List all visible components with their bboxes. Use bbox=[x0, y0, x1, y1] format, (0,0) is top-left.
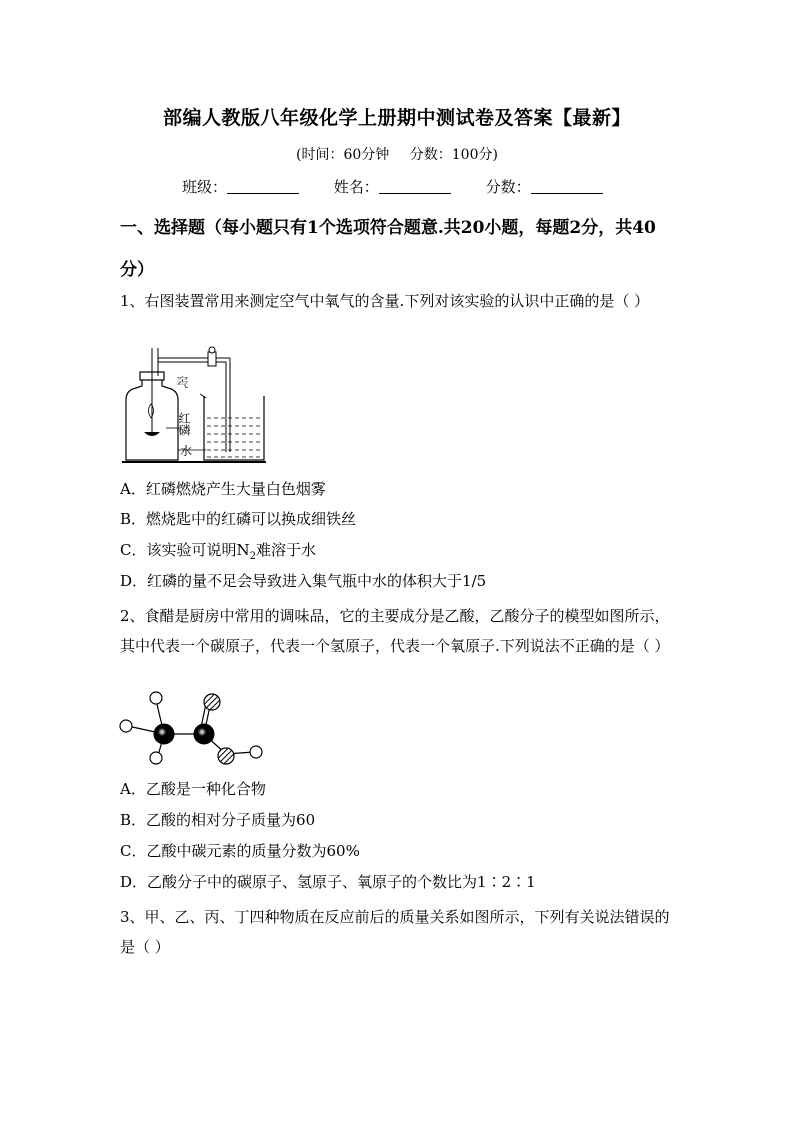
q1-option-a: A．红磷燃烧产生大量白色烟雾 bbox=[120, 480, 326, 498]
question-3-stem: 3、甲、乙、丙、丁四种物质在反应前后的质量关系如图所示，下列有关说法错误的是（ ） bbox=[120, 908, 670, 956]
class-field bbox=[182, 176, 299, 197]
label-red-phosphorus: 红磷 bbox=[177, 412, 191, 436]
question-2-stem: 2、食醋是厨房中常用的调味品，它的主要成分是乙酸，乙酸分子的模型如图所示，其中代表一个碳原子，代表一个氢原子，代表一个氧原子.下列说法不正确的是（ ） bbox=[120, 607, 670, 655]
score-label: 分数： bbox=[485, 178, 531, 196]
q1-option-c-text: C．该实验可说明N bbox=[120, 541, 250, 559]
student-info-line bbox=[182, 176, 633, 197]
exam-meta bbox=[0, 144, 794, 164]
section-heading: 一、选择题（每小题只有1个选项符合题意.共20小题，每题2分，共40分） bbox=[120, 218, 656, 280]
name-label: 姓名： bbox=[333, 178, 379, 196]
total-score: 分数：100分) bbox=[409, 147, 498, 163]
label-air: 空气 bbox=[175, 376, 189, 400]
question-1-stem: 1、右图装置常用来测定空气中氧气的含量.下列对该实验的认识中正确的是（ ） bbox=[120, 292, 650, 310]
q2-option-a: A．乙酸是一种化合物 bbox=[120, 780, 266, 798]
q1-option-b: B．燃烧匙中的红磷可以换成细铁丝 bbox=[120, 510, 357, 528]
q1-option-c-subscript: 2 bbox=[249, 551, 256, 562]
q2-option-b: B．乙酸的相对分子质量为60 bbox=[120, 811, 316, 829]
page-title: 部编人教版八年级化学上册期中测试卷及答案【最新】 bbox=[162, 107, 631, 129]
time-limit: (时间：60分钟 bbox=[296, 147, 390, 163]
q1-option-c bbox=[120, 539, 680, 562]
acetic-acid-model-figure bbox=[118, 688, 268, 768]
name-blank bbox=[379, 179, 451, 194]
score-field bbox=[486, 176, 603, 197]
q1-option-d: D．红磷的量不足会导致进入集气瓶中水的体积大于1/5 bbox=[120, 572, 487, 590]
oxygen-apparatus-figure bbox=[118, 340, 278, 465]
q2-option-c: C．乙酸中碳元素的质量分数为60% bbox=[120, 842, 360, 860]
label-water: 水 bbox=[180, 444, 193, 458]
score-blank bbox=[531, 179, 603, 194]
q2-option-d: D．乙酸分子中的碳原子、氢原子、氧原子的个数比为1∶2∶1 bbox=[120, 873, 536, 891]
name-field bbox=[334, 176, 451, 197]
class-blank bbox=[227, 179, 299, 194]
class-label: 班级： bbox=[182, 178, 228, 196]
q1-option-c-text-end: 难溶于水 bbox=[255, 541, 316, 559]
